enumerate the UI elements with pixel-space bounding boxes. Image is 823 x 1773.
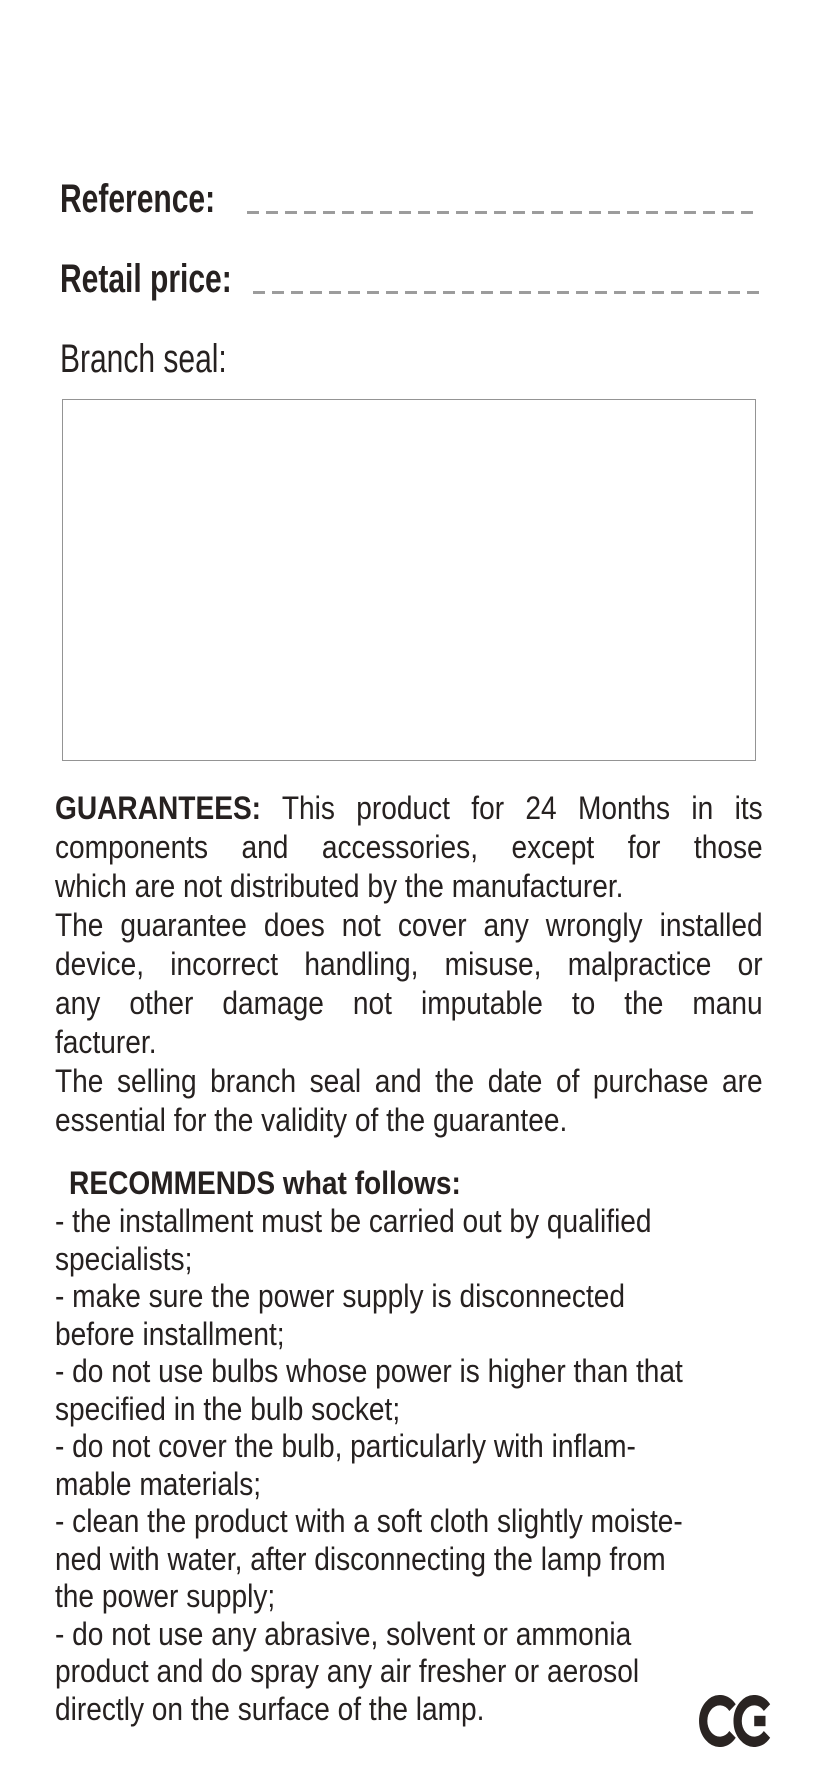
ce-mark-icon: [699, 1695, 775, 1747]
guarantees-line: any other damage not imputable to the manu: [55, 985, 763, 1021]
guarantees-line: device, incorrect handling, misuse, malpractice or: [55, 946, 763, 982]
recommends-line: - make sure the power supply is disconnected: [55, 1278, 626, 1314]
retail-price-label-text: Retail price:: [60, 257, 232, 301]
guarantees-heading: GUARANTEES:: [55, 790, 262, 826]
recommends-line: - do not cover the bulb, particularly with inflam-: [55, 1428, 636, 1464]
branch-seal-box: [62, 399, 756, 761]
recommends-line: ned with water, after disconnecting the lamp from: [55, 1540, 666, 1577]
recommends-line: - do not use bulbs whose power is higher than that: [55, 1353, 683, 1389]
recommends-line: - clean the product with a soft cloth slightly moiste-: [55, 1503, 683, 1539]
body-text: [55, 789, 763, 1728]
retail-price-fill-line: [253, 291, 759, 294]
recommends-line: specialists;: [55, 1240, 193, 1277]
guarantees-line: which are not distributed by the manufacturer.: [55, 868, 624, 904]
recommends-line: - do not use any abrasive, solvent or ammonia: [55, 1615, 632, 1652]
recommends-line: before installment;: [55, 1315, 285, 1352]
recommends-line: - the installment must be carried out by qualified: [55, 1203, 652, 1239]
guarantees-line: facturer.: [55, 1024, 157, 1060]
reference-label: [60, 179, 267, 219]
guarantees-line: components and accessories, except for those: [55, 829, 763, 865]
guarantees-line: [55, 789, 763, 828]
reference-fill-line: [247, 211, 758, 214]
recommends-line: the power supply;: [55, 1578, 276, 1614]
guarantees-line: The guarantee does not cover any wrongly installed: [55, 907, 763, 943]
recommends-line: product and do spray any air fresher or aerosol: [55, 1653, 640, 1689]
recommends-line: mable materials;: [55, 1465, 262, 1502]
reference-label-text: Reference:: [60, 177, 216, 221]
recommends-heading: RECOMMENDS what follows:: [69, 1165, 461, 1201]
guarantees-line: essential for the validity of the guarantee.: [55, 1102, 568, 1138]
recommends-line: directly on the surface of the lamp.: [55, 1690, 485, 1727]
branch-seal-label: [60, 339, 282, 379]
ce-letter-c: [703, 1700, 732, 1742]
guarantees-line-text: This product for 24 Months in its: [261, 790, 763, 826]
recommends-line: specified in the bulb socket;: [55, 1390, 401, 1427]
guarantees-line: The selling branch seal and the date of purchase are: [55, 1063, 763, 1099]
branch-seal-label-text: Branch seal:: [60, 337, 227, 381]
